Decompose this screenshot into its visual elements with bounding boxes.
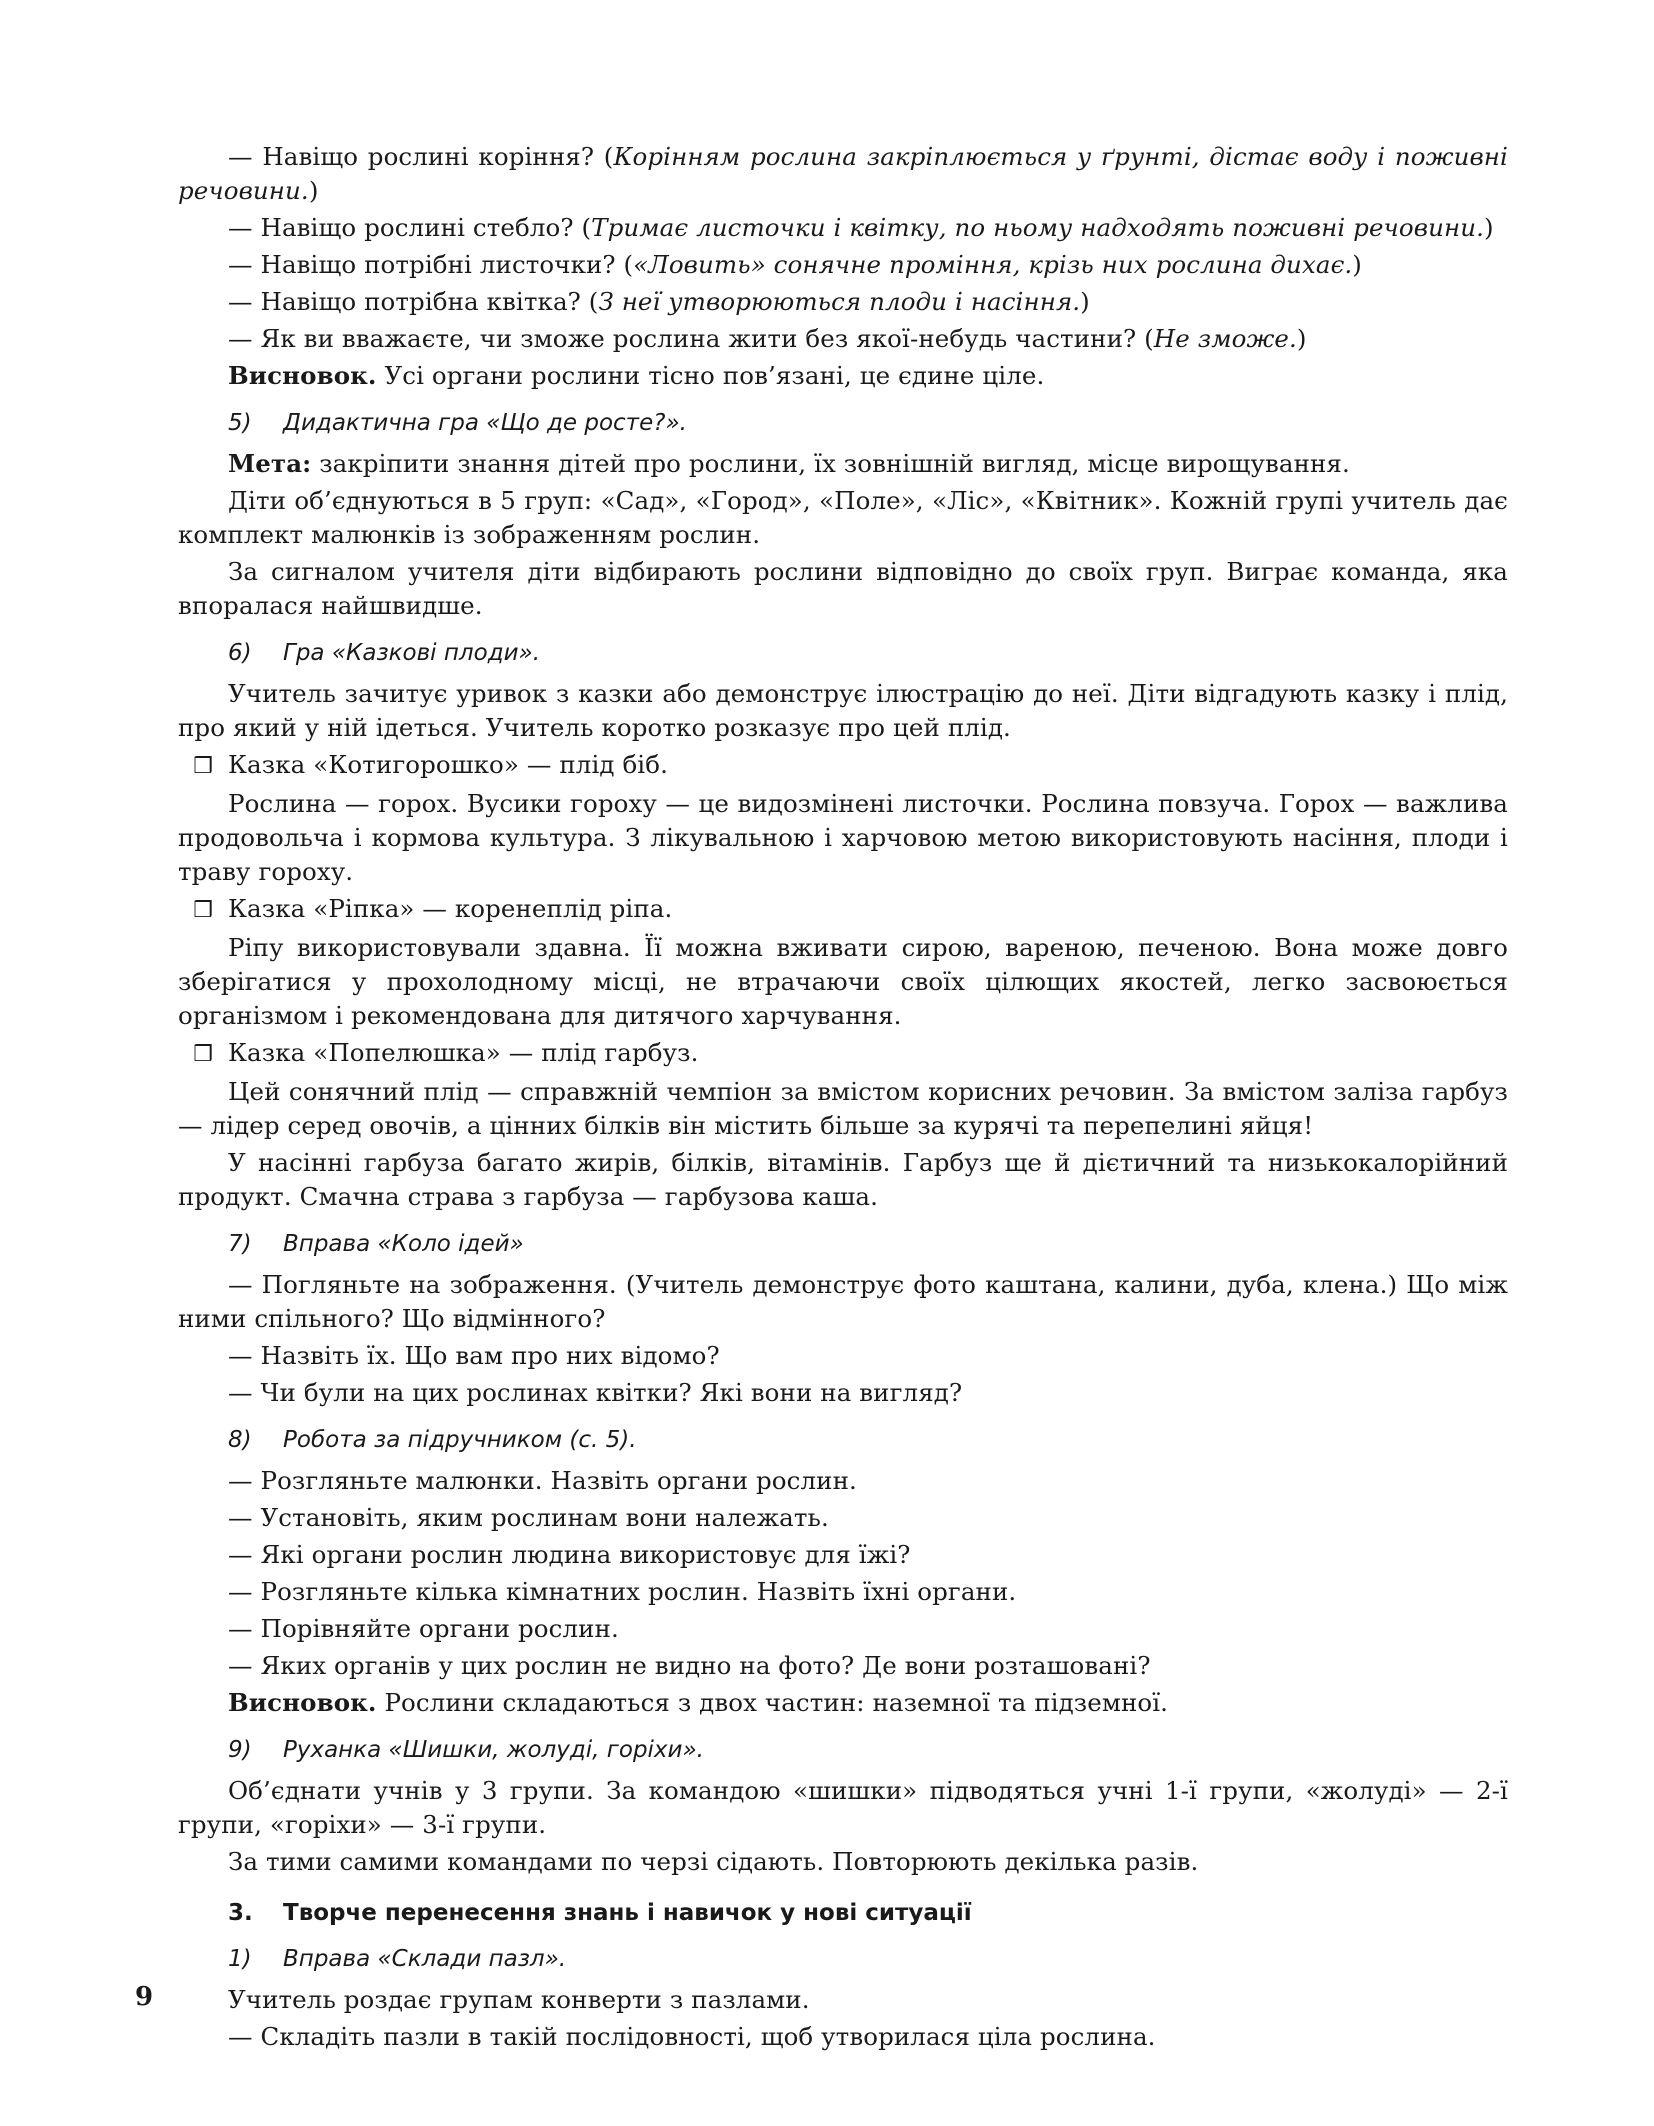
paragraph: Учитель зачитує уривок з казки або демонструє ілюстрацію до неї. Діти відгадують казку і плід, про який у ній ідеться. Учитель коротко розказує про цей плід. (178, 679, 1508, 742)
paragraph: У насінні гарбуза багато жирів, білків, вітамінів. Гарбуз ще й дієтичний та низькокалорійний продукт. Смачна страва з гарбуза — гарбузова каша. (178, 1148, 1508, 1211)
question-stem: — Навіщо рослині стебло? (Тримає листочки і квітку, по ньому надходять поживні речовини.) (228, 213, 1494, 242)
heading-5: 5) Дидактична гра «Що де росте?». (228, 410, 687, 436)
question-roots: — Навіщо рослині коріння? (Корінням рослина закріплюється у ґрунті, дістає воду і поживні речовини.) (178, 142, 1508, 205)
paragraph: — Розгляньте кілька кімнатних рослин. Назвіть їхні органи. (228, 1577, 1017, 1606)
heading-7: 7) Вправа «Коло ідей» (228, 1231, 524, 1257)
heading-6: 6) Гра «Казкові плоди». (228, 640, 541, 666)
bullet-item: ❒ Казка «Котигорошко» — плід біб. (178, 748, 1508, 784)
conclusion-1: Висновок. Усі органи рослини тісно пов’язані, це єдине ціле. (228, 361, 1045, 390)
question-survive: — Як ви вважаєте, чи зможе рослина жити без якої-небудь частини? (Не зможе.) (228, 324, 1307, 353)
heading-9: 9) Руханка «Шишки, жолуді, горіхи». (228, 1737, 704, 1763)
page-number: 9 (135, 1982, 154, 2012)
question-leaves: — Навіщо потрібні листочки? («Ловить» сонячне проміння, крізь них рослина дихає.) (228, 250, 1362, 279)
bullet-item: ❒ Казка «Ріпка» — коренеплід ріпа. (178, 892, 1508, 928)
conclusion-2: Висновок. Рослини складаються з двох частин: наземної та підземної. (228, 1688, 1169, 1717)
paragraph: Ріпу використовували здавна. Її можна вживати сирою, вареною, печеною. Вона може довго зберігатися у прохолодному місці, не втрачаючи своїх цілющих якостей, легко засвоюється організмом і рекомендована для дитячого харчування. (178, 933, 1508, 1030)
page-content (178, 140, 1508, 2057)
paragraph: Рослина — горох. Вусики гороху — це видозмінені листочки. Рослина повзуча. Горох — важлива продовольча і кормова культура. З лікувальною і харчовою метою використовують насіння, плоди і траву гороху. (178, 789, 1508, 886)
paragraph: — Розгляньте малюнки. Назвіть органи рослин. (228, 1466, 857, 1495)
paragraph: — Чи були на цих рослинах квітки? Які вони на вигляд? (228, 1378, 963, 1407)
goal-paragraph: Мета: закріпити знання дітей про рослини, їх зовнішній вигляд, місце вирощування. (228, 449, 1350, 478)
paragraph: Об’єднати учнів у 3 групи. За командою «шишки» підводяться учні 1-ї групи, «жолуді» — 2-ї групи, «горіхи» — 3-ї групи. (178, 1776, 1508, 1839)
paragraph: Учитель роздає групам конверти з пазлами. (228, 1985, 810, 2014)
paragraph: — Яких органів у цих рослин не видно на фото? Де вони розташовані? (228, 1651, 1151, 1680)
paragraph: За сигналом учителя діти відбирають рослини відповідно до своїх груп. Виграє команда, яка впоралася найшвидше. (178, 557, 1508, 620)
checkbox-bullet-icon: ❒ (193, 754, 213, 779)
paragraph: — Складіть пазли в такій послідовності, щоб утворилася ціла рослина. (228, 2022, 1156, 2051)
question-flower: — Навіщо потрібна квітка? (З неї утворюються плоди і насіння.) (228, 287, 1090, 316)
paragraph: Цей сонячний плід — справжній чемпіон за вмістом корисних речовин. За вмістом заліза гарбуз — лідер серед овочів, а цінних білків він містить більше за курячі та перепелині яйця! (178, 1077, 1508, 1140)
paragraph: — Порівняйте органи рослин. (228, 1614, 619, 1643)
paragraph: Діти об’єднуються в 5 груп: «Сад», «Город», «Поле», «Ліс», «Квітник». Кожній групі учитель дає комплект малюнків із зображенням рослин. (178, 486, 1508, 549)
heading-3-1: 1) Вправа «Склади пазл». (228, 1946, 567, 1972)
heading-8: 8) Робота за підручником (с. 5). (228, 1427, 637, 1453)
checkbox-bullet-icon: ❒ (193, 1042, 213, 1067)
bullet-item: ❒ Казка «Попелюшка» — плід гарбуз. (178, 1036, 1508, 1072)
section-heading-3: 3. Творче перенесення знань і навичок у нові ситуації (228, 1900, 972, 1926)
paragraph: За тими самими командами по черзі сідають. Повторюють декілька разів. (228, 1847, 1199, 1876)
paragraph: — Які органи рослин людина використовує для їжі? (228, 1540, 911, 1569)
checkbox-bullet-icon: ❒ (193, 898, 213, 923)
paragraph: — Установіть, яким рослинам вони належать. (228, 1503, 829, 1532)
paragraph: — Назвіть їх. Що вам про них відомо? (228, 1341, 720, 1370)
paragraph: — Погляньте на зображення. (Учитель демонструє фото каштана, калини, дуба, клена.) Що між ними спільного? Що відмінного? (178, 1270, 1508, 1333)
